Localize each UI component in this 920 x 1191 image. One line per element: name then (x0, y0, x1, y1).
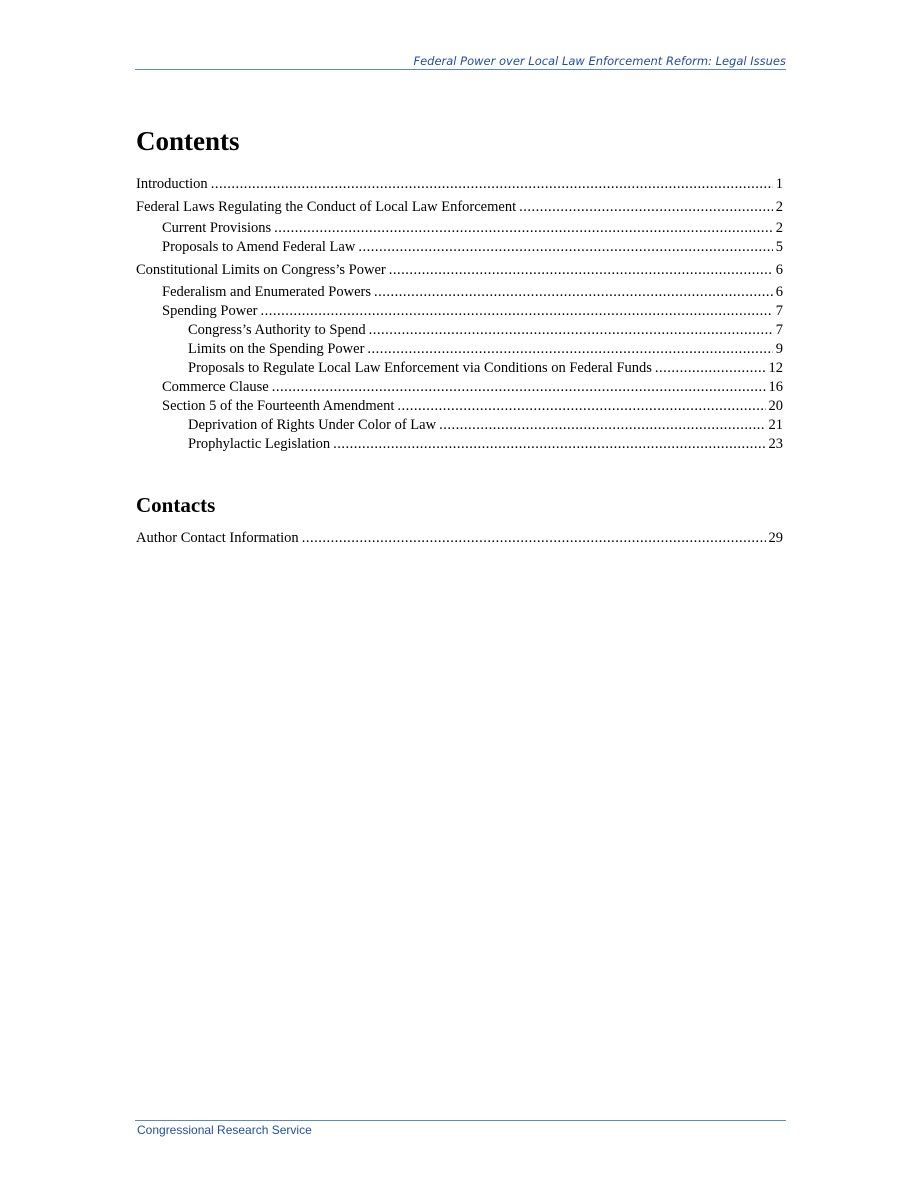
toc-entry-label: Commerce Clause (162, 379, 269, 395)
toc-entry-label: Introduction (136, 176, 208, 192)
toc-dot-leader (302, 529, 766, 548)
contacts-heading: Contacts (136, 493, 216, 517)
toc-dot-leader (260, 302, 772, 321)
toc-entry-label: Deprivation of Rights Under Color of Law (188, 417, 437, 433)
toc-entry[interactable] (188, 359, 783, 378)
toc-dot-leader (374, 283, 773, 302)
toc-entry-page: 6 (775, 284, 783, 300)
toc-dot-leader (369, 321, 773, 340)
toc-entry[interactable] (188, 435, 783, 454)
toc-entry-page: 21 (768, 417, 783, 433)
running-footer: Congressional Research Service (137, 1123, 312, 1137)
toc-dot-leader (439, 416, 765, 435)
contents-heading: Contents (136, 126, 240, 156)
toc-entry[interactable] (136, 175, 783, 194)
toc-entry[interactable] (162, 219, 783, 238)
toc-entry-page: 23 (768, 436, 783, 452)
toc-entry-page: 9 (775, 341, 783, 357)
toc-entry[interactable] (162, 397, 783, 416)
toc-entry[interactable] (162, 283, 783, 302)
toc-entry-label: Current Provisions (162, 220, 272, 236)
toc-entry-label: Limits on the Spending Power (188, 341, 365, 357)
toc-entry[interactable] (162, 238, 783, 257)
toc-entry-label: Congress’s Authority to Spend (188, 322, 366, 338)
footer-rule (135, 1120, 786, 1121)
toc-entry-page: 7 (775, 322, 783, 338)
toc-entry[interactable] (136, 261, 783, 280)
toc-entry-label: Proposals to Amend Federal Law (162, 239, 356, 255)
toc-entry[interactable] (188, 340, 783, 359)
toc-dot-leader (358, 238, 772, 257)
toc-entry-label: Prophylactic Legislation (188, 436, 331, 452)
header-rule (135, 69, 786, 70)
toc-entry-page: 5 (775, 239, 783, 255)
toc-entry[interactable] (188, 416, 783, 435)
toc-entry-page: 1 (775, 176, 783, 192)
toc-dot-leader (389, 261, 773, 280)
contacts-entry-label: Author Contact Information (136, 530, 299, 546)
toc-entry-page: 6 (775, 262, 783, 278)
toc-entry-label: Federal Laws Regulating the Conduct of Local Law Enforcement (136, 199, 517, 215)
toc-dot-leader (272, 378, 766, 397)
toc-entry-page: 7 (775, 303, 783, 319)
toc-dot-leader (211, 175, 773, 194)
toc-dot-leader (655, 359, 766, 378)
toc-entry[interactable] (162, 302, 783, 321)
toc-entry-page: 2 (775, 220, 783, 236)
toc-entry[interactable] (136, 198, 783, 217)
toc-entry-label: Federalism and Enumerated Powers (162, 284, 371, 300)
toc-entry-page: 20 (768, 398, 783, 414)
toc-entry-page: 16 (768, 379, 783, 395)
toc-entry-page: 12 (768, 360, 783, 376)
toc-entry-label: Constitutional Limits on Congress’s Power (136, 262, 386, 278)
toc-dot-leader (519, 198, 773, 217)
toc-entry-label: Section 5 of the Fourteenth Amendment (162, 398, 395, 414)
contacts-entry[interactable] (136, 529, 783, 548)
toc-entry-page: 2 (775, 199, 783, 215)
toc-entry[interactable] (188, 321, 783, 340)
toc-dot-leader (274, 219, 773, 238)
toc-dot-leader (333, 435, 765, 454)
running-header: Federal Power over Local Law Enforcement Reform: Legal Issues (413, 54, 786, 68)
contacts-entry-page: 29 (768, 530, 783, 546)
toc-entry-label: Spending Power (162, 303, 258, 319)
toc-entry[interactable] (162, 378, 783, 397)
toc-dot-leader (367, 340, 772, 359)
toc-entry-label: Proposals to Regulate Local Law Enforcement via Conditions on Federal Funds (188, 360, 652, 376)
toc-dot-leader (397, 397, 765, 416)
